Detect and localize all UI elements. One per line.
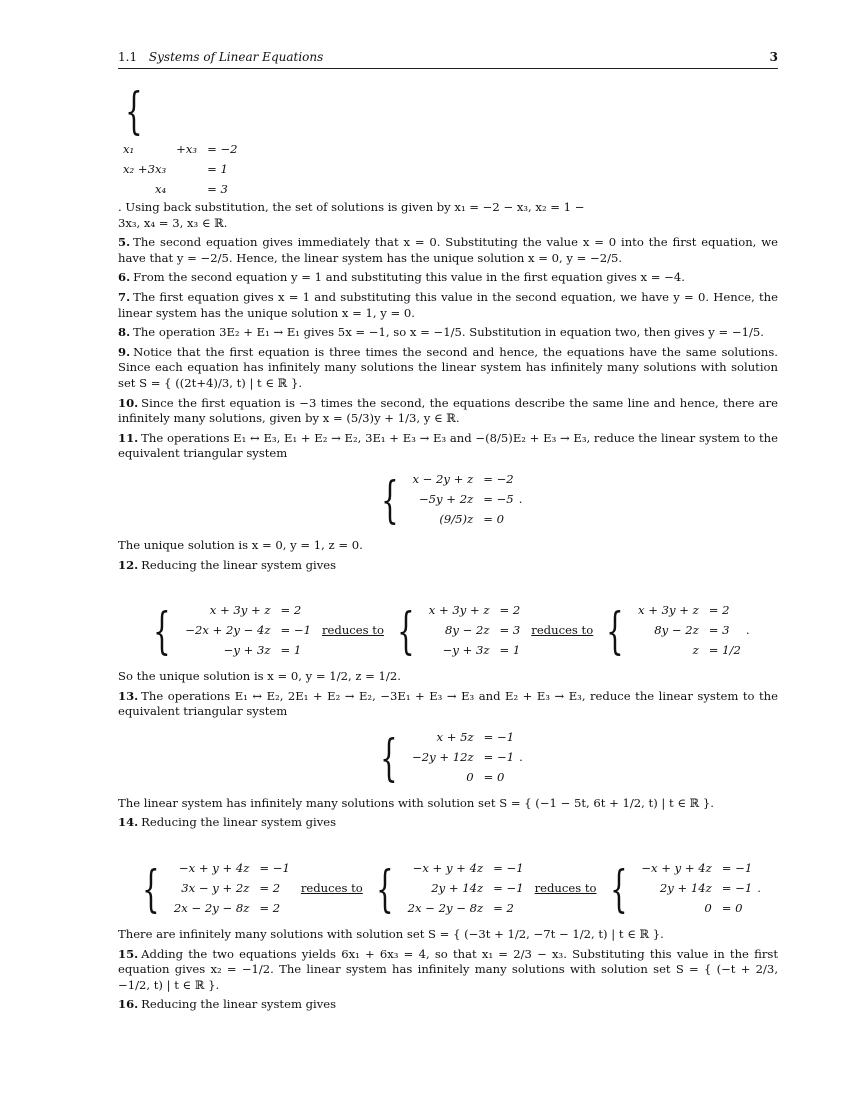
chain12-table-1 <box>180 601 316 661</box>
problem-number: 12. <box>118 557 139 572</box>
problem-14-result: There are infinitely many solutions with solution set S = { (−3t + 1/2, −7t − 1/2, t) | t ∈ ℝ }. <box>118 927 664 942</box>
problem-number: 10. <box>118 395 139 410</box>
running-header <box>118 50 778 69</box>
eq-lhs: x + 5z <box>436 730 474 745</box>
chain14-system-3 <box>603 859 761 919</box>
eq-rhs: = −1 <box>493 881 524 896</box>
eq-lhs: 3x − y + 2z <box>181 881 250 896</box>
problem-text: The first equation gives x = 1 and substituting this value in the second equation, we have y = 0. Hence, the linear system has the unique solution x = 1, y = 0. <box>118 289 778 320</box>
problem-text: The operation 3E₂ + E₁ → E₁ gives 5x = −1, so x = −1/5. Substitution in equation two, then gives y = −1/5. <box>133 325 764 340</box>
eq-lhs: 2x − 2y − 8z <box>173 901 250 916</box>
chain12-system-3 <box>599 601 749 661</box>
eq-rhs: = 1/2 <box>708 643 741 658</box>
eq-lhs: 8y − 2z <box>445 623 490 638</box>
eq-lhs: (9/5)z <box>439 512 474 527</box>
eq-rhs: = −1 <box>483 730 515 745</box>
eq-lhs: −x + y + 4z <box>178 861 250 876</box>
problem-15 <box>118 947 778 994</box>
period: . <box>757 881 761 896</box>
problem-number: 7. <box>118 289 131 304</box>
eq-term <box>171 180 202 200</box>
eq-lhs: −y + 3z <box>223 643 271 658</box>
eq-rhs: = 3 <box>708 623 730 638</box>
chain14-table-2 <box>403 859 529 919</box>
problem-4-text-cont: 3x₃, x₄ = 3, x₃ ∈ ℝ. <box>118 215 228 230</box>
system-13-table <box>407 728 519 788</box>
eq-lhs: −x + y + 4z <box>412 861 484 876</box>
problem-number: 13. <box>118 688 139 703</box>
problem-16 <box>118 997 778 1013</box>
eq-rhs: = 3 <box>207 182 228 197</box>
chain12-system-2 <box>390 601 525 661</box>
problem-number: 9. <box>118 344 131 359</box>
period: . <box>519 750 523 765</box>
eq-lhs: 0 <box>466 770 474 785</box>
eq-lhs: 8y − 2z <box>654 623 699 638</box>
system-4 <box>118 82 152 140</box>
problem-text: Since the first equation is −3 times the second, the equations describe the same line and hence, there are infinitely many solutions, given by x = (5/3)y + 1/3, y ∈ ℝ. <box>118 395 778 426</box>
problem-13 <box>118 689 778 720</box>
eq-lhs: x + 3y + z <box>428 603 490 618</box>
problem-9 <box>118 345 778 392</box>
eq-rhs: = −2 <box>207 142 238 157</box>
problem-text: The operations E₁ ↔ E₃, E₁ + E₂ → E₂, 3E₁ + E₃ → E₃ and −(8/5)E₂ + E₃ → E₃, reduce the linear system to the equivalent triangular system <box>118 430 778 461</box>
eq-term: x₂ +3x₃ <box>123 162 167 177</box>
eq-rhs: = 3 <box>499 623 521 638</box>
eq-rhs: = 2 <box>708 603 730 618</box>
problem-text: Reducing the linear system gives <box>141 557 337 572</box>
left-brace: { <box>397 602 415 661</box>
reduces-to-arrow: reduces to <box>322 623 384 638</box>
problem-number: 8. <box>118 325 131 340</box>
problem-text: Adding the two equations yields 6x₁ + 6x₃ = 4, so that x₁ = 2/3 − x₃. Substituting this value in the first equation gives x₂ = −1/2. The linear system has infinitely many solutions with solution set S = { (−t + 2/3, −1/2, t) | t ∈ ℝ }. <box>118 946 778 992</box>
chain14-table-3 <box>636 859 757 919</box>
left-brace: { <box>606 602 624 661</box>
problem-11-result: The unique solution is x = 0, y = 1, z = 0. <box>118 537 363 552</box>
eq-rhs: = 2 <box>280 603 302 618</box>
eq-rhs: = 0 <box>483 512 504 527</box>
left-brace: { <box>153 602 172 661</box>
eq-lhs: 2y + 14z <box>659 881 712 896</box>
eq-rhs: = −2 <box>483 472 514 487</box>
left-brace: { <box>380 470 399 529</box>
chain12-table-3 <box>633 601 746 661</box>
eq-rhs: = −1 <box>259 861 290 876</box>
eq-rhs: = 2 <box>259 901 281 916</box>
eq-rhs: = −1 <box>493 861 524 876</box>
chain12-table-2 <box>424 601 526 661</box>
system-11-group <box>374 470 523 530</box>
eq-rhs: = 0 <box>483 770 505 785</box>
system-11 <box>118 470 778 530</box>
problem-text: Reducing the linear system gives <box>141 815 337 830</box>
problem-10 <box>118 396 778 427</box>
problem-number: 16. <box>118 997 139 1012</box>
section-title: Systems of Linear Equations <box>148 50 324 64</box>
eq-rhs: = 1 <box>207 162 228 177</box>
reduction-chain-12 <box>118 601 778 661</box>
chain14-system-2 <box>369 859 529 919</box>
reduction-chain-14 <box>118 859 778 919</box>
problem-13-result: The linear system has infinitely many solutions with solution set S = { (−1 − 5t, 6t + 1/2, t) | t ∈ ℝ }. <box>118 795 714 810</box>
eq-rhs: = −5 <box>483 492 514 507</box>
eq-rhs: = −1 <box>721 861 753 876</box>
eq-lhs: −2y + 12z <box>412 750 474 765</box>
problem-text: The second equation gives immediately that x = 0. Substituting the value x = 0 into the first equation, we have that y = −2/5. Hence, the linear system has the unique solution x = 0, y = −2/5. <box>118 235 778 265</box>
problem-6 <box>118 270 778 286</box>
eq-lhs: 0 <box>704 901 712 916</box>
eq-lhs: −5y + 2z <box>418 492 474 507</box>
problem-text: The operations E₁ ↔ E₂, 2E₁ + E₂ → E₂, −3E₁ + E₃ → E₃ and E₂ + E₃ → E₃, reduce the linear system to the equivalent triangular system <box>118 688 778 719</box>
eq-lhs: 2y + 14z <box>431 881 484 896</box>
eq-rhs: = 2 <box>499 603 521 618</box>
system-11-table <box>407 470 518 530</box>
eq-term: +x₃ <box>176 142 198 157</box>
reduces-to-arrow: reduces to <box>300 881 363 896</box>
eq-term <box>171 160 202 180</box>
reduces-to-arrow: reduces to <box>531 623 594 638</box>
eq-term: x₁ <box>123 142 135 157</box>
eq-lhs: x + 3y + z <box>209 603 271 618</box>
period: . <box>745 623 750 638</box>
eq-lhs: −y + 3z <box>442 643 490 658</box>
problem-number: 6. <box>118 270 131 285</box>
problem-text: Reducing the linear system gives <box>141 997 337 1012</box>
problem-number: 15. <box>118 946 139 961</box>
eq-rhs: = −1 <box>280 623 312 638</box>
problem-14 <box>118 815 778 831</box>
problem-number: 14. <box>118 815 139 830</box>
eq-lhs: x − 2y + z <box>412 472 474 487</box>
chain14-table-1 <box>169 859 295 919</box>
eq-rhs: = 2 <box>259 881 281 896</box>
eq-lhs: 2x − 2y − 8z <box>407 901 484 916</box>
period: . <box>518 492 523 507</box>
problem-4-continuation <box>118 82 778 140</box>
eq-lhs: −2x + 2y − 4z <box>185 623 271 638</box>
reduces-to-arrow: reduces to <box>534 881 597 896</box>
eq-rhs: = −1 <box>721 881 753 896</box>
chain14-system-1 <box>135 859 295 919</box>
eq-lhs: z <box>692 643 699 658</box>
problem-12-result: So the unique solution is x = 0, y = 1/2, z = 1/2. <box>118 669 401 684</box>
left-brace: { <box>375 860 394 919</box>
chain12-system-1 <box>146 601 316 661</box>
section-number: 1.1 <box>118 50 138 64</box>
problem-text: Notice that the first equation is three times the second and hence, the equations have the same solutions. Since each equation has infinitely many solutions the linear system has infinitely many solutions with solution set S = { ((2t+4)/3, t) | t ∈ ℝ }. <box>118 344 778 390</box>
problem-5 <box>118 235 778 266</box>
problem-8 <box>118 325 778 341</box>
eq-lhs: −x + y + 4z <box>641 861 712 876</box>
left-brace: { <box>380 728 398 787</box>
left-brace: { <box>142 860 160 919</box>
page-body <box>118 82 778 1017</box>
problem-12 <box>118 558 778 574</box>
problem-7 <box>118 290 778 321</box>
left-brace: { <box>125 82 143 140</box>
system-4-table <box>118 140 243 200</box>
system-13-group <box>373 728 523 788</box>
problem-text: From the second equation y = 1 and substituting this value in the first equation gives x = −4. <box>133 270 685 285</box>
page-number: 3 <box>769 50 778 64</box>
eq-rhs: = 1 <box>280 643 302 658</box>
problem-number: 5. <box>118 235 131 250</box>
eq-lhs: x + 3y + z <box>638 603 699 618</box>
eq-rhs: = 2 <box>493 901 514 916</box>
section-heading <box>118 50 323 64</box>
system-13 <box>118 728 778 788</box>
eq-rhs: = −1 <box>483 750 515 765</box>
eq-term: x₄ <box>154 182 167 197</box>
eq-rhs: = 0 <box>721 901 743 916</box>
problem-11 <box>118 431 778 462</box>
problem-number: 11. <box>118 430 139 445</box>
problem-4-text: . Using back substitution, the set of solutions is given by x₁ = −2 − x₃, x₂ = 1 − <box>118 200 585 214</box>
left-brace: { <box>609 860 628 919</box>
eq-rhs: = 1 <box>499 643 521 658</box>
